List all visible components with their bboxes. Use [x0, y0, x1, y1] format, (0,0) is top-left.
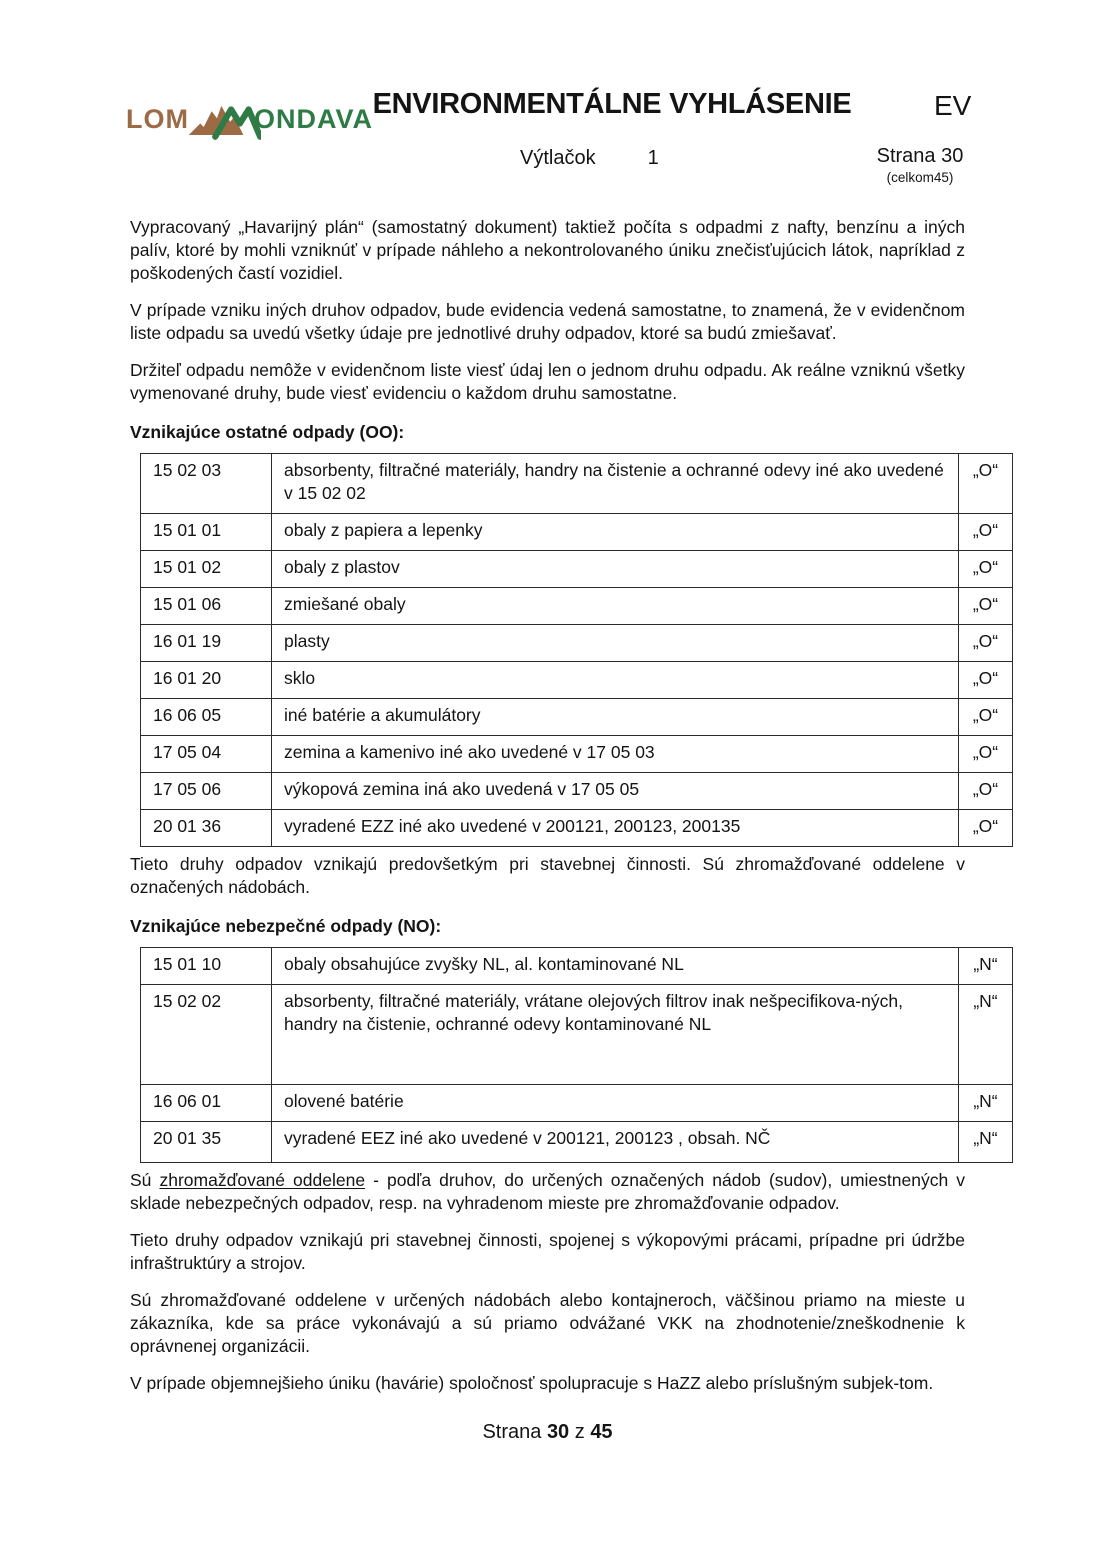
- waste-table-oo: [140, 453, 1013, 847]
- paragraph-stavebna-cinnost: Tieto druhy odpadov vznikajú pri stavebnej činnosti, spojenej s výkopovými prácami, prípadne pri údržbe infraštruktúry a strojov.: [130, 1230, 965, 1273]
- note-after-oo: Tieto druhy odpadov vznikajú predovšetkým pri stavebnej činnosti. Sú zhromažďované oddelene v označených nádobách.: [130, 854, 965, 897]
- page-number-label: Strana 30: [876, 145, 964, 167]
- document-body: [130, 216, 999, 1444]
- waste-category-cell: „N“: [959, 948, 1013, 985]
- paragraph-drzitel-odpadu: Držiteľ odpadu nemôže v evidenčnom liste viesť údaj len o jednom druhu odpadu. Ak reálne vzniknú všetky vymenované druhy, bude viesť evidenciu o každom druhu samostatne.: [130, 360, 965, 403]
- paragraph-havarijny-plan: Vypracovaný „Havarijný plán“ (samostatný dokument) taktiež počíta s odpadmi z nafty, benzínu a iných palív, ktoré by mohli vzniknúť v prípade náhleho a nekontrolovaného úniku znečisťujúcich látok, napríklad z poškodených častí vozidiel.: [130, 217, 965, 283]
- waste-category-cell: „O“: [959, 810, 1013, 847]
- footer-label: Strana: [482, 1421, 542, 1443]
- waste-category-cell: „N“: [959, 1085, 1013, 1122]
- print-copy-line: [520, 147, 659, 170]
- waste-description-cell: sklo: [272, 662, 959, 699]
- footer-total-pages: 45: [590, 1421, 613, 1443]
- page-header: [0, 0, 1100, 215]
- waste-code-cell: 17 05 06: [141, 773, 272, 810]
- page-title: ENVIRONMENTÁLNE VYHLÁSENIE: [372, 88, 852, 120]
- section-heading-no: Vznikajúce nebezpečné odpady (NO):: [130, 916, 442, 936]
- waste-table-row: [141, 736, 1013, 773]
- waste-description-cell: obaly obsahujúce zvyšky NL, al. kontaminované NL: [272, 948, 959, 985]
- logo-ondava-text: ONDAVA: [254, 103, 373, 134]
- waste-code-cell: 15 01 02: [141, 551, 272, 588]
- waste-category-cell: „N“: [959, 1122, 1013, 1163]
- waste-table-row: [141, 699, 1013, 736]
- waste-table-row: [141, 454, 1013, 514]
- waste-category-cell: „O“: [959, 773, 1013, 810]
- waste-description-cell: olovené batérie: [272, 1085, 959, 1122]
- page-info-block: [868, 145, 972, 185]
- paragraph-havaria: V prípade objemnejšieho úniku (havárie) spoločnosť spolupracuje s HaZZ alebo príslušným subjek-tom.: [130, 1373, 934, 1393]
- waste-table-row: [141, 514, 1013, 551]
- waste-code-cell: 16 06 01: [141, 1085, 272, 1122]
- waste-table-row: [141, 1122, 1013, 1163]
- paragraph-evidencia: V prípade vzniku iných druhov odpadov, bude evidencia vedená samostatne, to znamená, že v evidenčnom liste odpadu sa uvedú všetky údaje pre jednotlivé druhy odpadov, ktoré sa budú zmiešavať.: [130, 300, 965, 343]
- waste-table-no: [140, 947, 1013, 1163]
- page-total-label: (celkom45): [886, 170, 954, 185]
- waste-description-cell: absorbenty, filtračné materiály, vrátane olejových filtrov inak nešpecifikova-ných, handry na čistenie, ochranné odevy kontaminované NL: [272, 985, 959, 1085]
- waste-table-row: [141, 985, 1013, 1085]
- waste-category-cell: „O“: [959, 625, 1013, 662]
- footer-separator: z: [574, 1421, 585, 1443]
- waste-code-cell: 15 02 03: [141, 454, 272, 514]
- waste-description-cell: výkopová zemina iná ako uvedená v 17 05 05: [272, 773, 959, 810]
- waste-table-row: [141, 588, 1013, 625]
- waste-code-cell: 15 01 10: [141, 948, 272, 985]
- waste-table-row: [141, 948, 1013, 985]
- waste-description-cell: obaly z plastov: [272, 551, 959, 588]
- waste-table-row: [141, 625, 1013, 662]
- waste-code-cell: 16 01 19: [141, 625, 272, 662]
- logo-mountain-icon: [187, 100, 261, 140]
- waste-table-row: [141, 1085, 1013, 1122]
- waste-code-cell: 15 01 06: [141, 588, 272, 625]
- print-copy-number: 1: [647, 147, 659, 169]
- waste-category-cell: „O“: [959, 662, 1013, 699]
- waste-description-cell: zemina a kamenivo iné ako uvedené v 17 05 03: [272, 736, 959, 773]
- waste-description-cell: obaly z papiera a lepenky: [272, 514, 959, 551]
- waste-table-row: [141, 662, 1013, 699]
- footer-page-indicator: [130, 1421, 965, 1444]
- company-logo: [126, 98, 373, 140]
- print-copy-label: Výtlačok: [520, 147, 596, 169]
- section-heading-oo: Vznikajúce ostatné odpady (OO):: [130, 422, 405, 442]
- waste-table-row: [141, 773, 1013, 810]
- p1-prefix: Sú: [130, 1170, 160, 1190]
- waste-code-cell: 20 01 36: [141, 810, 272, 847]
- waste-category-cell: „O“: [959, 588, 1013, 625]
- p1-rest: - podľa druhov, do určených označených nádob (sudov), umiestnených v sklade nebezpečných odpadov, resp. na vyhradenom mieste pre zhromažďovanie odpadov.: [130, 1170, 966, 1213]
- waste-description-cell: absorbenty, filtračné materiály, handry na čistenie a ochranné odevy iné ako uvedené v 15 02 02: [272, 454, 959, 514]
- underlined-phrase: zhromažďované oddelene: [159, 1170, 366, 1190]
- waste-category-cell: „O“: [959, 551, 1013, 588]
- waste-description-cell: plasty: [272, 625, 959, 662]
- waste-category-cell: „O“: [959, 514, 1013, 551]
- waste-code-cell: 20 01 35: [141, 1122, 272, 1163]
- waste-code-cell: 15 01 01: [141, 514, 272, 551]
- waste-code-cell: 15 02 02: [141, 985, 272, 1085]
- waste-description-cell: vyradené EZZ iné ako uvedené v 200121, 200123, 200135: [272, 810, 959, 847]
- waste-category-cell: „O“: [959, 454, 1013, 514]
- waste-description-cell: zmiešané obaly: [272, 588, 959, 625]
- waste-table-row: [141, 551, 1013, 588]
- waste-table-row: [141, 810, 1013, 847]
- waste-category-cell: „O“: [959, 699, 1013, 736]
- logo-lom-text: LOM: [126, 103, 189, 134]
- waste-code-cell: 17 05 04: [141, 736, 272, 773]
- paragraph-zhromazdovane: [130, 1169, 965, 1215]
- waste-code-cell: 16 01 20: [141, 662, 272, 699]
- waste-category-cell: „N“: [959, 985, 1013, 1085]
- waste-code-cell: 16 06 05: [141, 699, 272, 736]
- paragraph-kontajnery: Sú zhromažďované oddelene v určených nádobách alebo kontajneroch, väčšinou priamo na mieste u zákazníka, kde sa práce vykonávajú a sú priamo odvážané VKK na zhodnotenie/zneškodnenie k oprávnenej organizácii.: [130, 1290, 965, 1356]
- waste-description-cell: vyradené EEZ iné ako uvedené v 200121, 200123 , obsah. NČ: [272, 1122, 959, 1163]
- doc-code-label: EV: [934, 90, 972, 121]
- footer-page-number: 30: [546, 1421, 570, 1443]
- waste-category-cell: „O“: [959, 736, 1013, 773]
- waste-description-cell: iné batérie a akumulátory: [272, 699, 959, 736]
